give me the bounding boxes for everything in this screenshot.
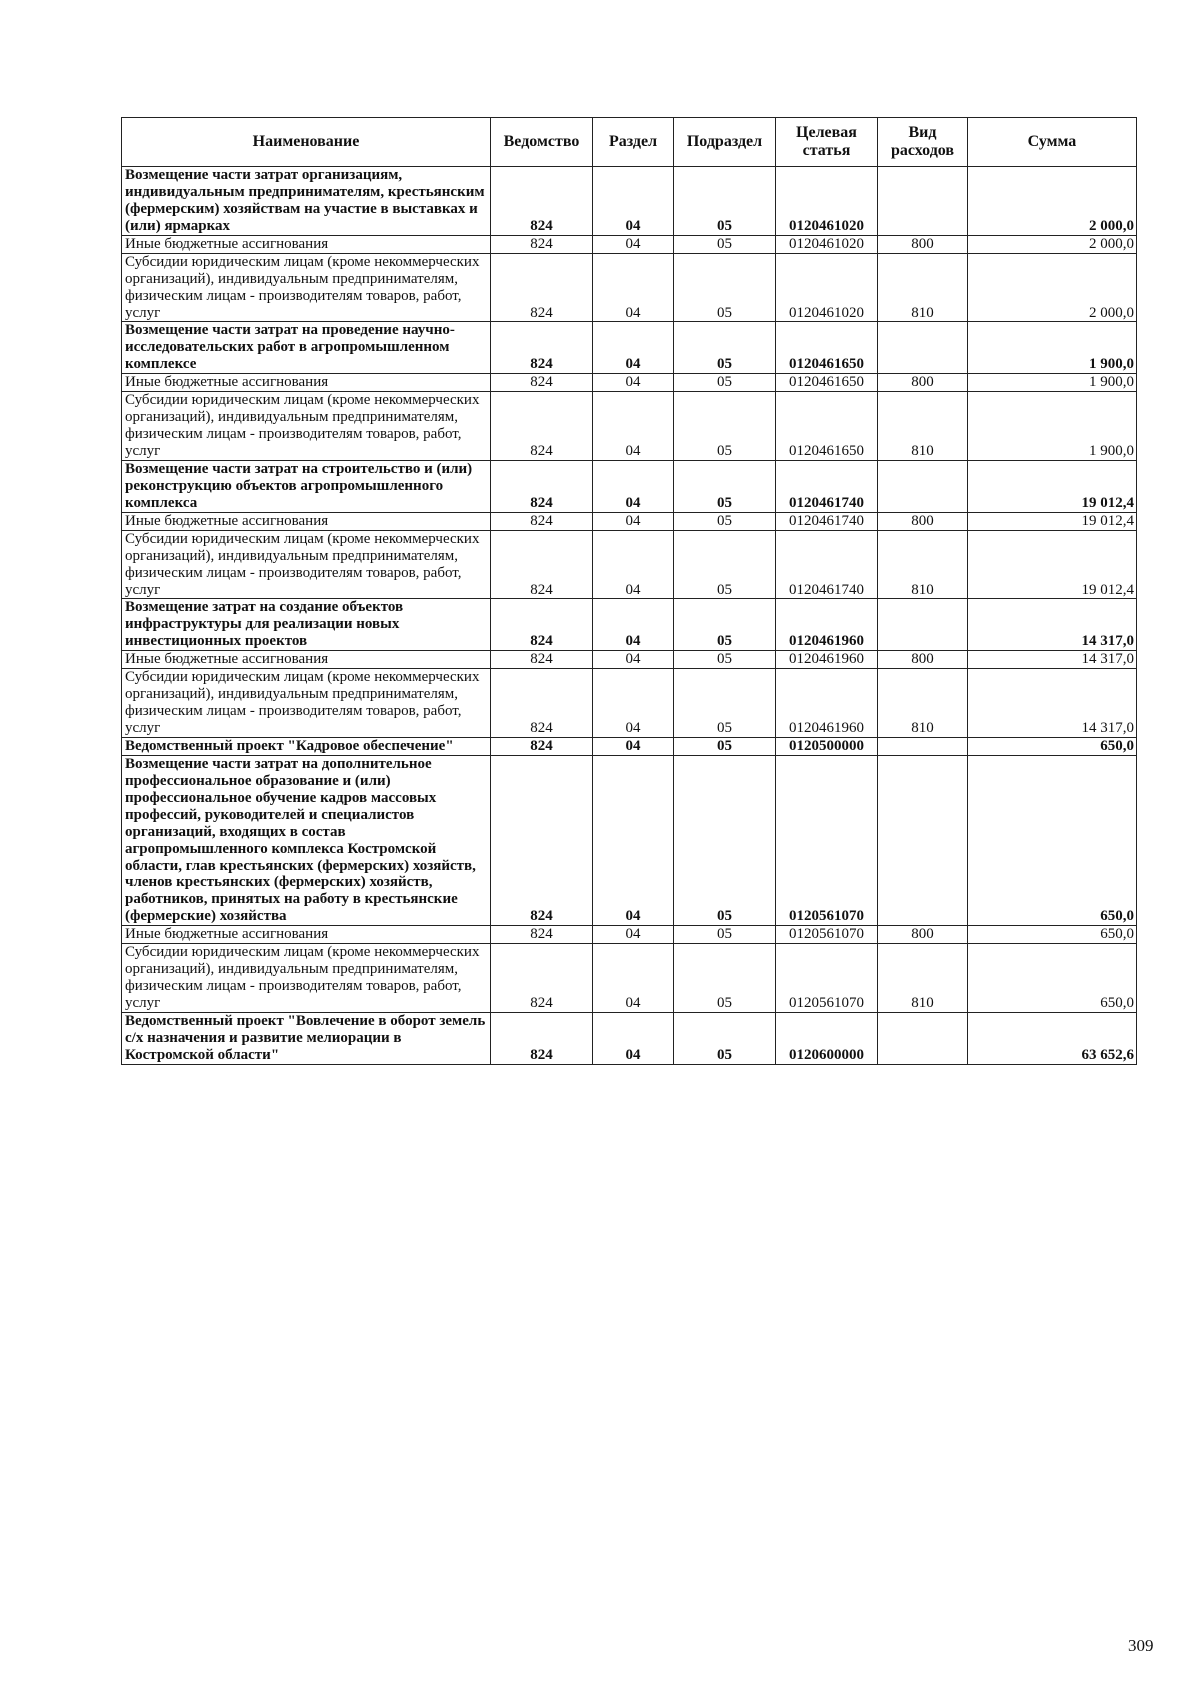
cell-dept: 824	[491, 599, 593, 651]
cell-sum: 2 000,0	[968, 235, 1137, 253]
table-row	[122, 235, 1137, 253]
cell-exptype: 810	[878, 253, 968, 322]
cell-name: Субсидии юридическим лицам (кроме некоммерческих организаций), индивидуальным предпринимателям, физическим лицам - производителям товаров, работ, услуг	[122, 669, 491, 738]
cell-name: Возмещение затрат на создание объектов инфраструктуры для реализации новых инвестиционных проектов	[122, 599, 491, 651]
cell-sum: 14 317,0	[968, 669, 1137, 738]
cell-target: 0120461960	[776, 669, 878, 738]
cell-sum: 2 000,0	[968, 253, 1137, 322]
cell-target: 0120461020	[776, 253, 878, 322]
cell-sum: 14 317,0	[968, 651, 1137, 669]
table-row	[122, 530, 1137, 599]
cell-section: 04	[593, 651, 674, 669]
cell-name: Субсидии юридическим лицам (кроме некоммерческих организаций), индивидуальным предпринимателям, физическим лицам - производителям товаров, работ, услуг	[122, 253, 491, 322]
cell-subsection: 05	[674, 737, 776, 755]
cell-dept: 824	[491, 669, 593, 738]
cell-section: 04	[593, 322, 674, 374]
cell-sum: 19 012,4	[968, 460, 1137, 512]
cell-sum: 1 900,0	[968, 322, 1137, 374]
cell-name: Иные бюджетные ассигнования	[122, 926, 491, 944]
cell-sum: 1 900,0	[968, 392, 1137, 461]
cell-subsection: 05	[674, 235, 776, 253]
cell-dept: 824	[491, 374, 593, 392]
table-row	[122, 926, 1137, 944]
budget-table	[121, 117, 1137, 1065]
cell-exptype	[878, 167, 968, 236]
cell-target: 0120561070	[776, 944, 878, 1013]
cell-name: Иные бюджетные ассигнования	[122, 651, 491, 669]
cell-exptype	[878, 460, 968, 512]
cell-exptype	[878, 1012, 968, 1064]
cell-section: 04	[593, 235, 674, 253]
cell-dept: 824	[491, 460, 593, 512]
cell-name: Иные бюджетные ассигнования	[122, 512, 491, 530]
cell-subsection: 05	[674, 253, 776, 322]
cell-target: 0120461740	[776, 512, 878, 530]
cell-exptype: 810	[878, 944, 968, 1013]
cell-section: 04	[593, 1012, 674, 1064]
cell-sum: 2 000,0	[968, 167, 1137, 236]
cell-dept: 824	[491, 926, 593, 944]
table-row	[122, 392, 1137, 461]
table-row	[122, 737, 1137, 755]
cell-dept: 824	[491, 651, 593, 669]
cell-subsection: 05	[674, 599, 776, 651]
table-row	[122, 167, 1137, 236]
cell-dept: 824	[491, 512, 593, 530]
cell-name: Ведомственный проект "Кадровое обеспечение"	[122, 737, 491, 755]
cell-sum: 650,0	[968, 926, 1137, 944]
table-row	[122, 1012, 1137, 1064]
header-exptype: Вид расходов	[878, 118, 968, 167]
cell-exptype	[878, 737, 968, 755]
header-subsection: Подраздел	[674, 118, 776, 167]
cell-exptype: 800	[878, 512, 968, 530]
cell-target: 0120500000	[776, 737, 878, 755]
table-row	[122, 944, 1137, 1013]
header-name: Наименование	[122, 118, 491, 167]
table-header-row	[122, 118, 1137, 167]
page-number: 309	[1128, 1636, 1154, 1655]
cell-sum: 14 317,0	[968, 599, 1137, 651]
table-row	[122, 253, 1137, 322]
cell-subsection: 05	[674, 944, 776, 1013]
cell-section: 04	[593, 737, 674, 755]
cell-name: Субсидии юридическим лицам (кроме некоммерческих организаций), индивидуальным предпринимателям, физическим лицам - производителям товаров, работ, услуг	[122, 392, 491, 461]
cell-exptype	[878, 755, 968, 925]
cell-subsection: 05	[674, 322, 776, 374]
table-row	[122, 599, 1137, 651]
cell-subsection: 05	[674, 512, 776, 530]
cell-target: 0120461740	[776, 530, 878, 599]
cell-section: 04	[593, 392, 674, 461]
cell-exptype: 800	[878, 235, 968, 253]
cell-subsection: 05	[674, 1012, 776, 1064]
cell-section: 04	[593, 599, 674, 651]
cell-dept: 824	[491, 737, 593, 755]
cell-target: 0120461960	[776, 651, 878, 669]
table-body	[122, 167, 1137, 1065]
cell-dept: 824	[491, 530, 593, 599]
cell-section: 04	[593, 512, 674, 530]
cell-section: 04	[593, 926, 674, 944]
cell-section: 04	[593, 944, 674, 1013]
cell-exptype: 800	[878, 651, 968, 669]
cell-exptype: 810	[878, 392, 968, 461]
table-row	[122, 755, 1137, 925]
cell-target: 0120461650	[776, 392, 878, 461]
cell-section: 04	[593, 669, 674, 738]
cell-exptype	[878, 322, 968, 374]
cell-name: Субсидии юридическим лицам (кроме некоммерческих организаций), индивидуальным предпринимателям, физическим лицам - производителям товаров, работ, услуг	[122, 530, 491, 599]
cell-name: Ведомственный проект "Вовлечение в оборот земель с/х назначения и развитие мелиорации в Костромской области"	[122, 1012, 491, 1064]
cell-section: 04	[593, 460, 674, 512]
cell-sum: 650,0	[968, 944, 1137, 1013]
cell-target: 0120461740	[776, 460, 878, 512]
table-row	[122, 669, 1137, 738]
cell-dept: 824	[491, 755, 593, 925]
cell-dept: 824	[491, 235, 593, 253]
cell-subsection: 05	[674, 651, 776, 669]
cell-section: 04	[593, 530, 674, 599]
cell-target: 0120461020	[776, 235, 878, 253]
cell-subsection: 05	[674, 669, 776, 738]
cell-sum: 63 652,6	[968, 1012, 1137, 1064]
cell-name: Субсидии юридическим лицам (кроме некоммерческих организаций), индивидуальным предпринимателям, физическим лицам - производителям товаров, работ, услуг	[122, 944, 491, 1013]
cell-target: 0120461650	[776, 322, 878, 374]
cell-name: Возмещение части затрат на дополнительное профессиональное образование и (или) профессиональное обучение кадров массовых профессий, руководителей и специалистов организаций, входящих в состав агропромышленного комплекса Костромской области, глав крестьянских (фермерских) хозяйств, членов крестьянских (фермерских) хозяйств, работников, принятых на работу в крестьянские (фермерские) хозяйства	[122, 755, 491, 925]
header-target: Целевая статья	[776, 118, 878, 167]
cell-sum: 650,0	[968, 755, 1137, 925]
cell-sum: 19 012,4	[968, 512, 1137, 530]
cell-name: Иные бюджетные ассигнования	[122, 374, 491, 392]
cell-dept: 824	[491, 322, 593, 374]
cell-exptype: 800	[878, 374, 968, 392]
cell-section: 04	[593, 755, 674, 925]
cell-dept: 824	[491, 944, 593, 1013]
table-row	[122, 374, 1137, 392]
table-row	[122, 322, 1137, 374]
cell-name: Возмещение части затрат организациям, индивидуальным предпринимателям, крестьянским (фермерским) хозяйствам на участие в выставках и (или) ярмарках	[122, 167, 491, 236]
cell-subsection: 05	[674, 530, 776, 599]
cell-exptype	[878, 599, 968, 651]
cell-dept: 824	[491, 253, 593, 322]
cell-exptype: 810	[878, 530, 968, 599]
cell-subsection: 05	[674, 460, 776, 512]
cell-section: 04	[593, 374, 674, 392]
table-row	[122, 460, 1137, 512]
cell-subsection: 05	[674, 392, 776, 461]
cell-subsection: 05	[674, 374, 776, 392]
cell-target: 0120561070	[776, 755, 878, 925]
cell-name: Возмещение части затрат на строительство и (или) реконструкцию объектов агропромышленного комплекса	[122, 460, 491, 512]
cell-sum: 19 012,4	[968, 530, 1137, 599]
cell-name: Возмещение части затрат на проведение научно-исследовательских работ в агропромышленном комплексе	[122, 322, 491, 374]
cell-subsection: 05	[674, 755, 776, 925]
header-dept: Ведомство	[491, 118, 593, 167]
cell-target: 0120561070	[776, 926, 878, 944]
cell-target: 0120461960	[776, 599, 878, 651]
cell-section: 04	[593, 253, 674, 322]
cell-target: 0120600000	[776, 1012, 878, 1064]
cell-exptype: 810	[878, 669, 968, 738]
cell-dept: 824	[491, 1012, 593, 1064]
cell-sum: 650,0	[968, 737, 1137, 755]
cell-dept: 824	[491, 167, 593, 236]
cell-subsection: 05	[674, 926, 776, 944]
cell-subsection: 05	[674, 167, 776, 236]
cell-target: 0120461650	[776, 374, 878, 392]
cell-target: 0120461020	[776, 167, 878, 236]
table-row	[122, 512, 1137, 530]
cell-exptype: 800	[878, 926, 968, 944]
cell-sum: 1 900,0	[968, 374, 1137, 392]
table-row	[122, 651, 1137, 669]
cell-dept: 824	[491, 392, 593, 461]
header-section: Раздел	[593, 118, 674, 167]
cell-section: 04	[593, 167, 674, 236]
cell-name: Иные бюджетные ассигнования	[122, 235, 491, 253]
header-sum: Сумма	[968, 118, 1137, 167]
